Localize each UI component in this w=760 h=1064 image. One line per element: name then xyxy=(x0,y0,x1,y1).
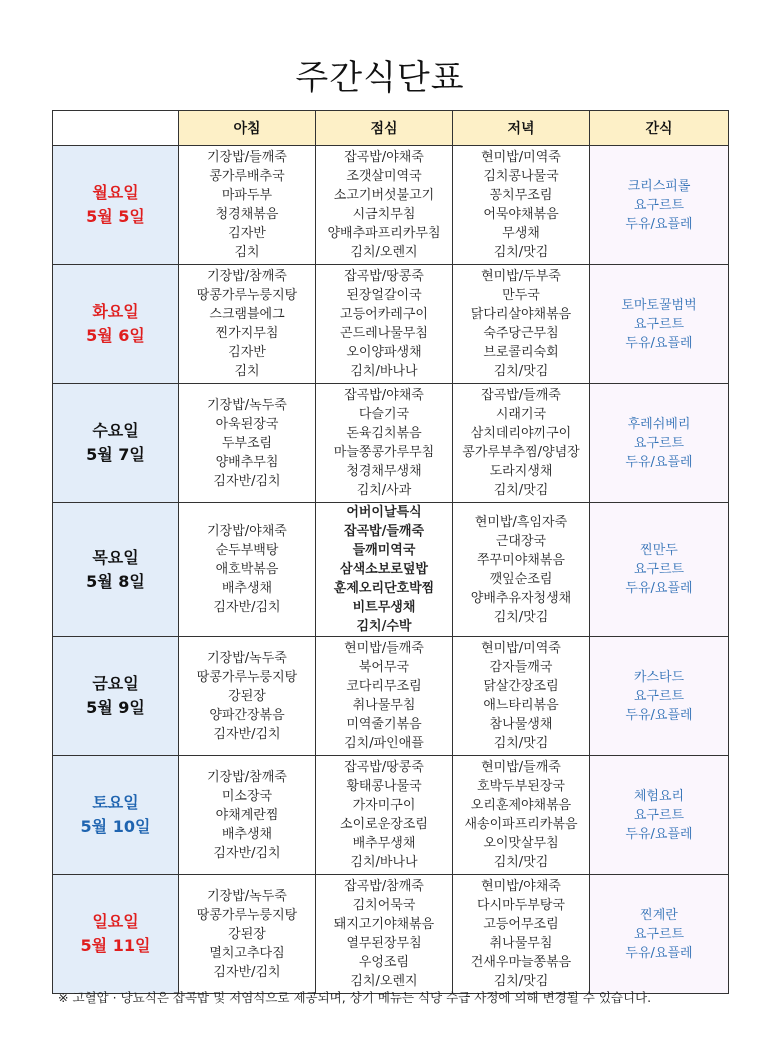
lunch-item: 잡곡밥/땅콩죽 xyxy=(344,269,424,284)
dinner-cell xyxy=(453,384,590,503)
dinner-item: 고등어무조림 xyxy=(483,917,559,932)
dinner-item: 김치/맛김 xyxy=(493,974,549,989)
day-cell xyxy=(53,875,179,994)
snack-item: 두유/요플레 xyxy=(625,335,693,351)
breakfast-item: 기장밥/들깨죽 xyxy=(207,150,287,165)
lunch-item: 김치/사과 xyxy=(356,483,412,498)
breakfast-item: 청경채볶음 xyxy=(215,207,279,222)
table-header-row xyxy=(53,111,729,146)
lunch-item: 비트무생채 xyxy=(352,600,416,615)
footnote: ※ 고혈압 · 당뇨식은 잡곡밥 및 저염식으로 제공되며, 상기 메뉴는 식당 수급 사정에 의해 변경될 수 있습니다. xyxy=(58,990,652,1005)
lunch-item: 시금치무침 xyxy=(352,207,416,222)
header-lunch: 점심 xyxy=(316,111,453,146)
dinner-item: 김치/맛김 xyxy=(493,736,549,751)
dinner-item: 꽁치무조림 xyxy=(489,188,553,203)
snack-item: 후레쉬베리 xyxy=(627,416,691,432)
table-row xyxy=(53,384,729,503)
dinner-item: 참나물생채 xyxy=(489,717,553,732)
breakfast-item: 순두부백탕 xyxy=(215,543,279,558)
day-date: 5월 11일 xyxy=(80,936,151,955)
lunch-item: 잡곡밥/참깨죽 xyxy=(344,879,424,894)
lunch-item: 오이양파생채 xyxy=(346,345,422,360)
lunch-item: 돈육김치볶음 xyxy=(346,426,422,441)
breakfast-item: 찐가지무침 xyxy=(215,326,279,341)
breakfast-item: 마파두부 xyxy=(221,188,273,203)
day-name: 토요일 xyxy=(92,793,139,812)
breakfast-item: 배추생채 xyxy=(221,826,273,842)
lunch-cell xyxy=(316,503,453,637)
dinner-cell xyxy=(453,637,590,756)
lunch-item: 김치어묵국 xyxy=(352,898,416,913)
dinner-item: 호박두부된장국 xyxy=(477,779,565,794)
day-cell xyxy=(53,503,179,637)
lunch-item: 잡곡밥/야채죽 xyxy=(344,150,424,165)
dinner-item: 현미밥/야채죽 xyxy=(481,879,561,894)
snack-item: 요구르트 xyxy=(633,807,685,823)
lunch-item: 미역줄기볶음 xyxy=(346,717,422,732)
dinner-cell xyxy=(453,146,590,265)
dinner-item: 시래기국 xyxy=(495,407,547,422)
breakfast-item: 기장밥/참깨죽 xyxy=(207,269,287,284)
dinner-item: 근대장국 xyxy=(495,533,547,549)
lunch-item: 김치/파인애플 xyxy=(344,736,424,751)
snack-item: 토마토꿀범벅 xyxy=(621,297,697,313)
breakfast-item: 김자반/김치 xyxy=(213,845,281,861)
snack-item: 체험요리 xyxy=(633,788,685,804)
dinner-item: 취나물무침 xyxy=(489,936,553,951)
snack-item: 두유/요플레 xyxy=(625,216,693,232)
lunch-item: 북어무국 xyxy=(358,660,410,675)
lunch-item: 우엉조림 xyxy=(358,955,410,970)
page-title: 주간식단표 xyxy=(295,58,465,98)
breakfast-item: 김자반 xyxy=(228,226,266,241)
breakfast-item: 기장밥/녹두죽 xyxy=(207,650,287,666)
breakfast-item: 멸치고추다짐 xyxy=(209,945,285,961)
table-row xyxy=(53,146,729,265)
lunch-item: 황태콩나물국 xyxy=(346,779,422,794)
snack-item: 요구르트 xyxy=(633,688,685,704)
breakfast-item: 기장밥/녹두죽 xyxy=(207,888,287,904)
lunch-cell xyxy=(316,265,453,384)
lunch-item: 김치/수박 xyxy=(356,619,412,634)
breakfast-item: 강된장 xyxy=(228,688,266,704)
lunch-item: 다슬기국 xyxy=(358,407,410,422)
breakfast-cell xyxy=(179,146,316,265)
breakfast-cell xyxy=(179,384,316,503)
dinner-item: 숙주당근무침 xyxy=(483,326,559,341)
dinner-cell xyxy=(453,875,590,994)
dinner-item: 김치/맛김 xyxy=(493,609,549,625)
lunch-item: 청경채무생채 xyxy=(346,464,422,479)
breakfast-item: 기장밥/야채죽 xyxy=(207,524,287,539)
breakfast-item: 두부조림 xyxy=(221,435,273,451)
snack-cell xyxy=(590,637,729,756)
lunch-item: 소고기버섯불고기 xyxy=(333,188,435,203)
dinner-item: 김치/맛김 xyxy=(493,245,549,260)
dinner-item: 감자들깨국 xyxy=(489,660,553,675)
day-date: 5월 8일 xyxy=(86,571,145,591)
breakfast-item: 기장밥/참깨죽 xyxy=(207,769,287,785)
dinner-item: 김치/맛김 xyxy=(493,483,549,498)
snack-item: 찐만두 xyxy=(640,543,678,558)
breakfast-item: 김치 xyxy=(234,364,260,379)
day-name: 목요일 xyxy=(92,547,139,567)
snack-item: 요구르트 xyxy=(633,316,685,332)
breakfast-item: 김자반/김치 xyxy=(213,600,281,615)
day-name: 월요일 xyxy=(92,183,139,202)
lunch-item: 소이로운장조림 xyxy=(340,817,428,832)
lunch-cell xyxy=(316,875,453,994)
snack-item: 두유/요플레 xyxy=(625,707,693,723)
day-cell xyxy=(53,384,179,503)
breakfast-cell xyxy=(179,756,316,875)
dinner-item: 현미밥/흑임자죽 xyxy=(474,514,568,530)
snack-cell xyxy=(590,875,729,994)
dinner-item: 브로콜리숙회 xyxy=(483,345,559,360)
table-row xyxy=(53,503,729,637)
breakfast-item: 땅콩가루누룽지탕 xyxy=(196,907,298,923)
dinner-cell xyxy=(453,503,590,637)
lunch-item: 현미밥/들깨죽 xyxy=(344,641,424,656)
lunch-cell xyxy=(316,146,453,265)
breakfast-item: 미소장국 xyxy=(221,788,273,804)
breakfast-item: 배추생채 xyxy=(221,581,273,596)
header-dinner: 저녁 xyxy=(453,111,590,146)
lunch-item: 가자미구이 xyxy=(352,798,416,813)
day-cell xyxy=(53,637,179,756)
breakfast-cell xyxy=(179,875,316,994)
lunch-cell xyxy=(316,637,453,756)
breakfast-item: 야채계란찜 xyxy=(215,807,279,823)
breakfast-cell xyxy=(179,637,316,756)
day-name: 수요일 xyxy=(92,421,139,440)
dinner-item: 만두국 xyxy=(502,288,540,303)
snack-item: 두유/요플레 xyxy=(625,454,693,470)
breakfast-item: 김자반 xyxy=(228,345,266,360)
snack-item: 두유/요플레 xyxy=(625,826,693,842)
lunch-item: 김치/오렌지 xyxy=(350,974,418,989)
header-blank xyxy=(53,111,179,146)
dinner-item: 현미밥/미역죽 xyxy=(481,150,561,165)
breakfast-item: 김자반/김치 xyxy=(213,726,281,742)
lunch-item: 잡곡밥/땅콩죽 xyxy=(344,760,424,775)
dinner-item: 오이맛살무침 xyxy=(483,836,559,851)
dinner-item: 쭈꾸미야채볶음 xyxy=(477,552,565,568)
lunch-item: 잡곡밥/들깨죽 xyxy=(343,524,425,539)
breakfast-item: 스크램블에그 xyxy=(209,307,285,322)
dinner-item: 김치/맛김 xyxy=(493,364,549,379)
table-row xyxy=(53,637,729,756)
day-date: 5월 10일 xyxy=(80,817,151,836)
snack-cell xyxy=(590,756,729,875)
breakfast-item: 강된장 xyxy=(228,926,266,942)
dinner-item: 오리훈제야채볶음 xyxy=(470,798,572,813)
lunch-item: 열무된장무침 xyxy=(346,936,422,951)
lunch-item: 된장얼갈이국 xyxy=(346,288,422,303)
dinner-item: 어묵야채볶음 xyxy=(483,207,559,222)
snack-item: 찐계란 xyxy=(640,907,678,923)
weekly-menu-table xyxy=(52,110,729,994)
header-snack: 간식 xyxy=(590,111,729,146)
dinner-item: 양배추유자청생채 xyxy=(470,590,572,606)
lunch-item: 삼색소보로덮밥 xyxy=(340,562,428,577)
dinner-cell xyxy=(453,756,590,875)
day-cell xyxy=(53,146,179,265)
dinner-item: 잡곡밥/들깨죽 xyxy=(481,388,561,403)
dinner-item: 현미밥/두부죽 xyxy=(481,269,561,284)
table-row xyxy=(53,265,729,384)
dinner-item: 새송이파프리카볶음 xyxy=(464,817,578,832)
table-row xyxy=(53,875,729,994)
breakfast-item: 양파간장볶음 xyxy=(209,707,285,723)
dinner-item: 김치/맛김 xyxy=(493,855,549,870)
breakfast-item: 김치 xyxy=(234,245,260,260)
day-cell xyxy=(53,265,179,384)
lunch-item: 어버이날특식 xyxy=(346,505,422,520)
lunch-item: 고등어카레구이 xyxy=(340,307,428,322)
lunch-item: 돼지고기야채볶음 xyxy=(333,917,435,932)
snack-cell xyxy=(590,503,729,637)
snack-cell xyxy=(590,265,729,384)
dinner-cell xyxy=(453,265,590,384)
lunch-item: 코다리무조림 xyxy=(346,679,422,694)
day-name: 일요일 xyxy=(92,912,139,931)
dinner-item: 다시마두부탕국 xyxy=(477,898,565,913)
lunch-item: 김치/바나나 xyxy=(350,364,418,379)
lunch-item: 김치/바나나 xyxy=(350,855,418,870)
day-date: 5월 9일 xyxy=(86,698,145,717)
dinner-item: 닭다리살야채볶음 xyxy=(470,307,572,322)
lunch-item: 취나물무침 xyxy=(352,698,416,713)
dinner-item: 무생채 xyxy=(502,226,540,241)
day-date: 5월 5일 xyxy=(86,207,145,226)
day-cell xyxy=(53,756,179,875)
lunch-item: 양배추파프리카무침 xyxy=(327,226,441,241)
lunch-item: 배추무생채 xyxy=(352,836,416,851)
snack-cell xyxy=(590,146,729,265)
breakfast-cell xyxy=(179,503,316,637)
breakfast-cell xyxy=(179,265,316,384)
lunch-item: 김치/오렌지 xyxy=(350,245,418,260)
dinner-item: 닭살간장조림 xyxy=(483,679,559,694)
breakfast-item: 김자반/김치 xyxy=(213,964,281,980)
lunch-cell xyxy=(316,384,453,503)
breakfast-item: 땅콩가루누룽지탕 xyxy=(196,288,298,303)
snack-item: 두유/요플레 xyxy=(625,581,693,596)
snack-item: 요구르트 xyxy=(633,197,685,213)
breakfast-item: 땅콩가루누룽지탕 xyxy=(196,669,298,685)
snack-item: 요구르트 xyxy=(633,562,685,577)
lunch-cell xyxy=(316,756,453,875)
lunch-item: 잡곡밥/야채죽 xyxy=(344,388,424,403)
snack-item: 요구르트 xyxy=(633,926,685,942)
dinner-item: 도라지생채 xyxy=(489,464,553,479)
day-name: 금요일 xyxy=(92,674,139,693)
snack-item: 크리스피롤 xyxy=(627,178,691,194)
dinner-item: 현미밥/들깨죽 xyxy=(481,760,561,775)
day-date: 5월 7일 xyxy=(86,445,145,464)
lunch-item: 마늘쫑콩가루무침 xyxy=(333,445,435,460)
day-date: 5월 6일 xyxy=(86,326,145,345)
dinner-item: 현미밥/미역죽 xyxy=(481,641,561,656)
breakfast-item: 애호박볶음 xyxy=(215,562,279,577)
snack-item: 두유/요플레 xyxy=(625,945,693,961)
dinner-item: 건새우마늘쫑볶음 xyxy=(470,955,572,970)
snack-cell xyxy=(590,384,729,503)
dinner-item: 콩가루부추찜/양념장 xyxy=(462,445,580,460)
breakfast-item: 기장밥/녹두죽 xyxy=(207,397,287,413)
snack-item: 요구르트 xyxy=(633,435,685,451)
lunch-item: 훈제오리단호박찜 xyxy=(333,581,435,596)
dinner-item: 삼치데리야끼구이 xyxy=(470,426,572,441)
day-name: 화요일 xyxy=(92,302,139,321)
breakfast-item: 김자반/김치 xyxy=(213,473,281,489)
header-breakfast: 아침 xyxy=(179,111,316,146)
breakfast-item: 양배추무침 xyxy=(215,454,279,470)
breakfast-item: 콩가루배추국 xyxy=(209,169,285,184)
lunch-item: 들깨미역국 xyxy=(352,543,416,558)
dinner-item: 김치콩나물국 xyxy=(483,169,559,184)
lunch-item: 조갯살미역국 xyxy=(346,169,422,184)
table-row xyxy=(53,756,729,875)
snack-item: 카스타드 xyxy=(633,669,685,685)
lunch-item: 곤드레나물무침 xyxy=(340,326,428,341)
breakfast-item: 아욱된장국 xyxy=(215,416,279,432)
dinner-item: 애느타리볶음 xyxy=(483,698,559,713)
dinner-item: 깻잎순조림 xyxy=(489,571,553,587)
